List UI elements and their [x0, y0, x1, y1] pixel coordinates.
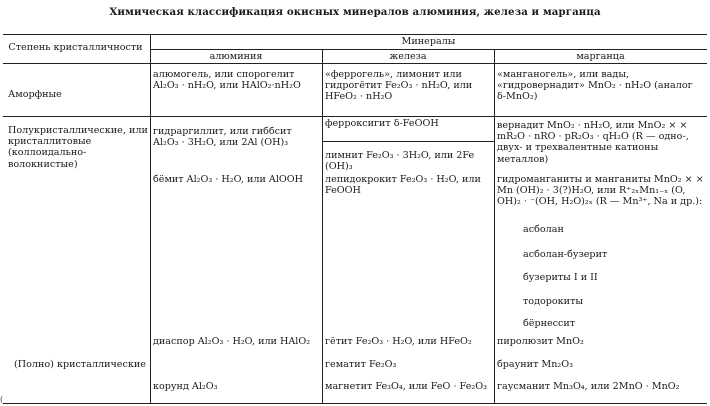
row-rule-fe: [322, 141, 494, 142]
cell-cryst-al-3: корунд Al₂O₃: [153, 381, 218, 392]
cell-amorphous-mn: «манганогель», или вады, «гидровернадит» MnO₂ · nH₂O (аналог δ-MnO₂): [497, 69, 693, 103]
col-rule-2: [322, 49, 323, 403]
header-degree: Степень кристалличности: [8, 42, 143, 53]
cell-semi-fe-1: лимнит Fe₂O₃ · 3H₂O, или 2Fe (OH)₃: [325, 150, 475, 173]
header-iron: железа: [389, 51, 427, 62]
cell-semi-al-2: бёмит Al₂O₃ · H₂O, или AlOOH: [153, 174, 304, 185]
col-rule-1: [150, 34, 151, 403]
cell-semi-mn-2: гидроманганиты и манганиты MnO₂ × × Mn (OH)₂ · 3(?)H₂O, или R⁺₂ₓMn₁₋ₓ (O, OH)₂ · ⁻(OH, H₂O)₂ₓ (R — Mn³⁺, Na и др.):: [497, 174, 704, 208]
cell-cryst-fe-2: гематит Fe₂O₃: [325, 359, 397, 370]
cell-semi-fe-2: лепидокрокит Fe₂O₃ · H₂O, или FeOOH: [325, 174, 481, 197]
cell-cryst-mn-1: пиролюзит MnO₂: [497, 336, 584, 347]
bottom-rule: [3, 403, 707, 404]
table-title: Химическая классификация окисных минералов алюминия, железа и марганца: [109, 6, 601, 18]
subtype-asbolan-buserite: асболан-бузерит: [523, 249, 608, 260]
cell-cryst-fe-3: магнетит Fe₃O₄, или FeO · Fe₂O₃: [325, 381, 487, 392]
subtype-birnessite: бёрнессит: [523, 318, 576, 329]
row-label-semi: Полукристаллические, или кристаллитовые (коллоидально-волокнистые): [8, 125, 148, 170]
cell-semi-al-1: гидраргиллит, или гиббсит Al₂O₃ · 3H₂O, или 2Al (OH)₃: [153, 126, 292, 149]
cell-semi-mn-1: вернадит MnO₂ · nH₂O, или MnO₂ × × mR₂O · nRO · pR₂O₃ · qH₂O (R — одно-, двух- и трехвалентные катионы металлов): [497, 120, 689, 165]
cell-cryst-mn-2: браунит Mn₂O₃: [497, 359, 573, 370]
cell-cryst-mn-3: гаусманит Mn₃O₄, или 2MnO · MnO₂: [497, 381, 680, 392]
subtype-buserite: бузериты I и II: [523, 272, 598, 283]
col-rule-3: [494, 49, 495, 403]
cell-cryst-fe-1: гётит Fe₂O₃ · H₂O, или HFeO₂: [325, 336, 472, 347]
subtype-asbolan: асболан: [523, 224, 564, 235]
header-manganese: марганца: [576, 51, 625, 62]
header-bottom-rule: [3, 63, 707, 64]
minerals-rule: [150, 49, 707, 50]
header-minerals: Минералы: [401, 36, 456, 47]
cell-amorphous-fe: «феррогель», лимонит или гидрогётит Fe₂O₃ · nH₂O, или HFeO₂ · nH₂O: [325, 69, 473, 103]
header-aluminum: алюминия: [209, 51, 263, 62]
cell-cryst-al-1: диаспор Al₂O₃ · H₂O, или HAlO₂: [153, 336, 311, 347]
cell-semi-fe-0: ферроксигит δ-FeOOH: [325, 118, 439, 129]
margin-mark: (: [0, 395, 4, 404]
row-label-amorphous: Аморфные: [8, 89, 62, 100]
top-rule: [3, 34, 707, 35]
subtype-todorokite: тодорокиты: [523, 296, 584, 307]
row-label-crystalline: (Полно) кристаллические: [14, 359, 146, 370]
cell-amorphous-al: алюмогель, или спорогелит Al₂O₃ · nH₂O, или HAlO₂·nH₂O: [153, 69, 301, 92]
row-rule-1: [3, 116, 707, 117]
